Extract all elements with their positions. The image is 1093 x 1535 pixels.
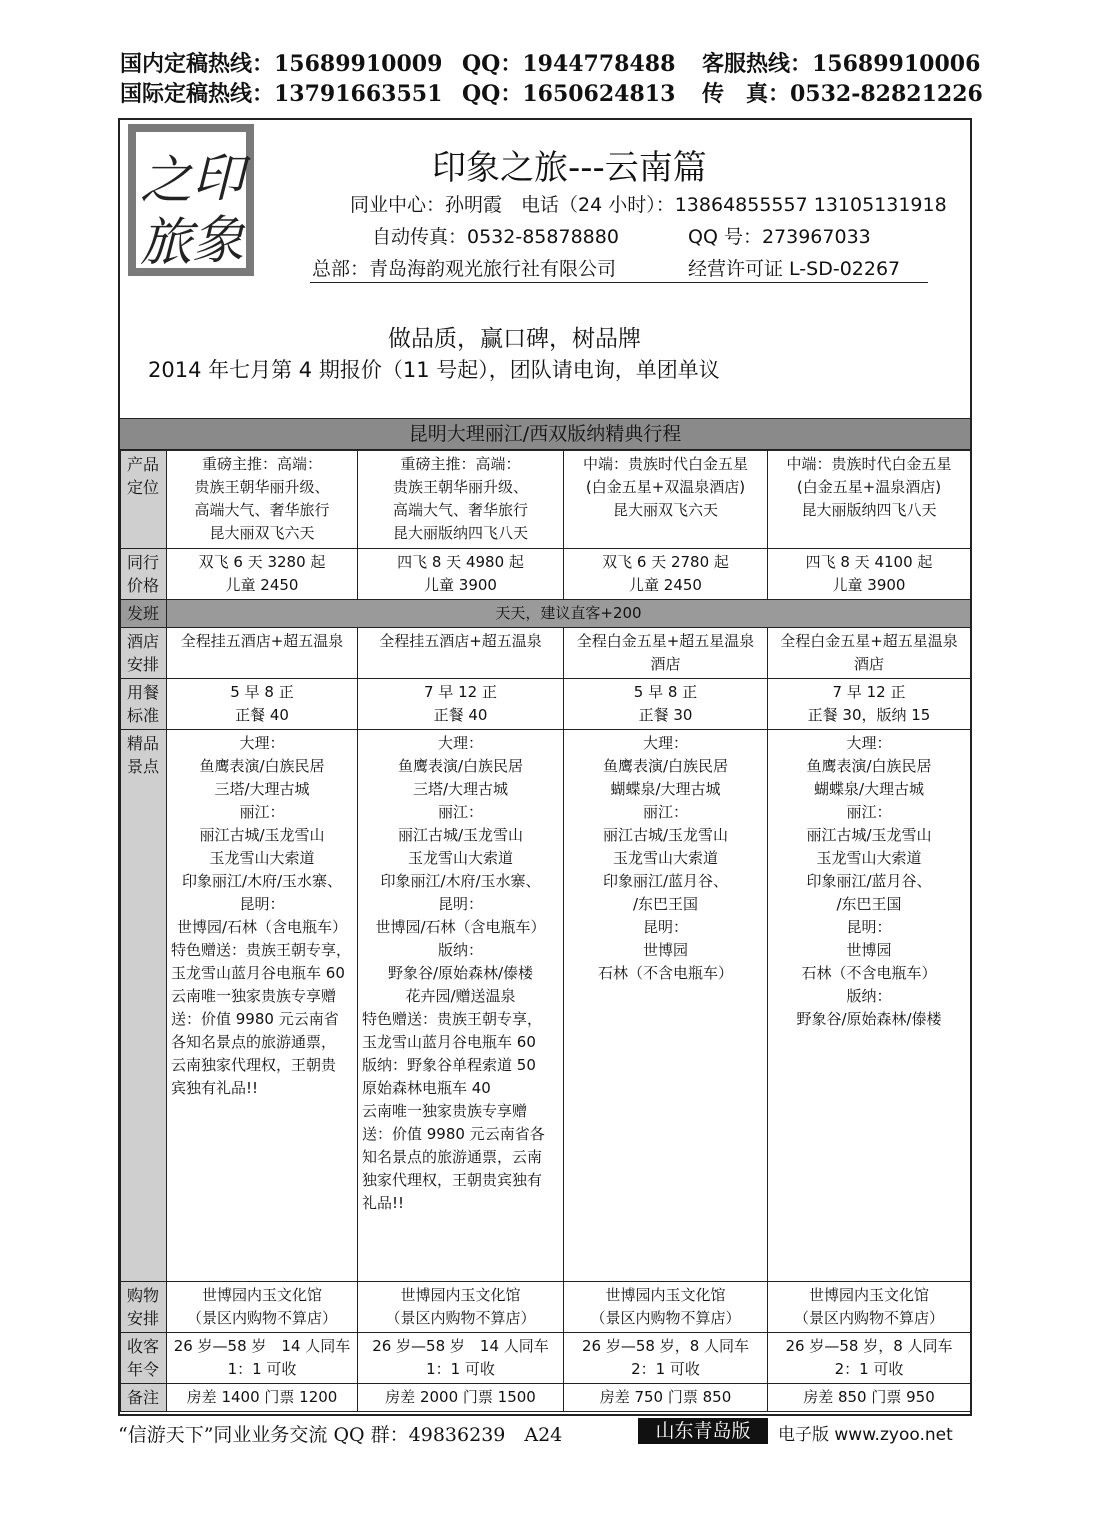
edition-badge: 山东青岛版 xyxy=(638,1418,768,1444)
cell-line: 26 岁—58 岁 14 人同车 xyxy=(173,1337,351,1355)
cell-line: 全程挂五酒店+超五温泉 xyxy=(180,632,344,650)
cell xyxy=(768,1333,971,1384)
label-meal: 用餐标准 xyxy=(121,679,167,730)
cell-line: 送：价值 9980 元云南省 xyxy=(171,1010,339,1028)
cell xyxy=(167,730,358,1282)
cell xyxy=(768,549,971,600)
cell-line: 儿童 2450 xyxy=(629,576,702,594)
cell-line: 26 岁—58 岁，8 人同车 xyxy=(785,1337,953,1355)
row-product xyxy=(121,451,971,549)
service-hotline: 客服热线：15689910006 xyxy=(702,51,981,77)
cell-line: 2：1 可收 xyxy=(631,1360,700,1378)
cell-line: 重磅主推：高端： xyxy=(400,455,521,473)
cell-line: 丽江： xyxy=(437,803,483,821)
headquarters: 总部：青岛海韵观光旅行社有限公司 xyxy=(312,258,617,280)
cell-line: 云南独家代理权，王朝贵 xyxy=(171,1056,337,1074)
cell xyxy=(167,1333,358,1384)
cell-line: 昆明： xyxy=(642,918,688,936)
cell-line: 野象谷/原始森林/傣楼 xyxy=(796,1010,942,1028)
label-sights: 精品景点 xyxy=(121,730,167,1282)
cell-line: 丽江古城/玉龙雪山 xyxy=(602,826,729,844)
row-notes xyxy=(121,1384,971,1412)
cell-line: 2：1 可收 xyxy=(834,1360,904,1378)
cell xyxy=(768,1282,971,1333)
cell xyxy=(358,1282,564,1333)
domestic-hotline: 国内定稿热线：15689910009 xyxy=(120,51,443,77)
label-hotel: 酒店安排 xyxy=(121,628,167,679)
cell-line: 重磅主推：高端： xyxy=(201,455,322,473)
cell-line: 双飞 6 天 2780 起 xyxy=(602,553,729,571)
label-age: 收客年令 xyxy=(121,1333,167,1384)
cell xyxy=(564,1333,768,1384)
cell-line: 7 早 12 正 xyxy=(832,683,906,701)
cell-line: (白金五星+温泉酒店) xyxy=(796,478,942,496)
cell-line: 玉龙雪山大索道 xyxy=(407,849,513,867)
cell-line: 正餐 40 xyxy=(433,706,488,724)
cell-line: 送：价值 9980 元云南省各 xyxy=(362,1125,545,1143)
cell-line: /东巴王国 xyxy=(836,895,902,913)
cell-line: 鱼鹰表演/白族民居 xyxy=(397,757,524,775)
label-depart: 发班 xyxy=(121,600,167,628)
cell-line: 特色赠送：贵族王朝专享， xyxy=(362,1010,543,1028)
cell-line: 昆大丽双飞六天 xyxy=(209,524,315,542)
cell-line: 独家代理权，王朝贵宾独有 xyxy=(362,1171,543,1189)
cell-line: 丽江： xyxy=(846,803,892,821)
cell-line: 正餐 30 xyxy=(638,706,693,724)
cell-line: 玉龙雪山大索道 xyxy=(209,849,315,867)
cell xyxy=(358,1384,564,1412)
cell-line: 丽江： xyxy=(239,803,285,821)
auto-fax: 自动传真：0532-85878880 xyxy=(372,226,619,248)
cell xyxy=(358,1333,564,1384)
qq-group-footer: “信游天下”同业业务交流 QQ 群：49836239 A24 xyxy=(118,1424,563,1446)
cell-line: 世博园/石林（含电瓶车） xyxy=(375,918,546,936)
cell-line: 7 早 12 正 xyxy=(424,683,497,701)
cell xyxy=(768,451,971,549)
cell xyxy=(167,679,358,730)
cell-line: 1：1 可收 xyxy=(426,1360,495,1378)
cell-line: 26 岁—58 岁，8 人同车 xyxy=(581,1337,750,1355)
cell-line: 四飞 8 天 4100 起 xyxy=(805,553,933,571)
cell-line: 蝴蝶泉/大理古城 xyxy=(813,780,925,798)
cell xyxy=(768,730,971,1282)
cell-line: 版纳： xyxy=(437,941,483,959)
cell-line: /东巴王国 xyxy=(632,895,699,913)
divider xyxy=(310,282,928,283)
row-hotel xyxy=(121,628,971,679)
cell-line: 昆明： xyxy=(437,895,483,913)
cell-line: 5 早 8 正 xyxy=(633,683,698,701)
row-sights xyxy=(121,730,971,1282)
cell-line: 中端：贵族时代白金五星 xyxy=(582,455,748,473)
slogan: 做品质，赢口碑，树品牌 xyxy=(388,326,641,352)
cell xyxy=(564,1282,768,1333)
cell-line: 大理： xyxy=(239,734,285,752)
cell xyxy=(768,628,971,679)
cell xyxy=(358,628,564,679)
cell-line: 云南唯一独家贵族专享赠 xyxy=(362,1102,528,1120)
cell-line: 版纳：野象谷单程索道 50 xyxy=(362,1056,536,1074)
row-meal xyxy=(121,679,971,730)
depart-value: 天天，建议直客+200 xyxy=(167,600,971,628)
cell-line: 礼品!! xyxy=(362,1194,405,1212)
cell-line: 26 岁—58 岁 14 人同车 xyxy=(372,1337,549,1355)
cell xyxy=(167,549,358,600)
cell-line: 印象丽江/木府/玉水寨、 xyxy=(181,872,343,890)
cell-line: 玉龙雪山蓝月谷电瓶车 60 xyxy=(362,1033,536,1051)
cell-line: 三塔/大理古城 xyxy=(412,780,509,798)
cell-line: 知名景点的旅游通票，云南 xyxy=(362,1148,543,1166)
cell-line: 世博园 xyxy=(642,941,688,959)
cell-line: 版纳： xyxy=(846,987,892,1005)
row-price xyxy=(121,549,971,600)
cell-line: 儿童 2450 xyxy=(225,576,299,594)
cell-line: 玉龙雪山大索道 xyxy=(816,849,922,867)
cell-line: 各知名景点的旅游通票， xyxy=(171,1033,337,1051)
fax: 传 真：0532-82821226 xyxy=(702,81,983,107)
cell-line: 儿童 3900 xyxy=(424,576,497,594)
label-shopping: 购物安排 xyxy=(121,1282,167,1333)
label-price: 同行价格 xyxy=(121,549,167,600)
cell-line: 丽江： xyxy=(642,803,688,821)
cell-line: 房差 2000 门票 1500 xyxy=(385,1388,536,1406)
cell-line: 大理： xyxy=(642,734,688,752)
cell xyxy=(768,679,971,730)
label-notes: 备注 xyxy=(121,1384,167,1412)
price-period: 2014 年七月第 4 期报价（11 号起），团队请电询，单团单议 xyxy=(148,358,720,382)
qq-number: QQ 号：273967033 xyxy=(688,226,871,248)
itinerary-table xyxy=(120,450,971,1412)
cell-line: 酒店 xyxy=(853,655,884,673)
cell xyxy=(564,451,768,549)
cell-line: 酒店 xyxy=(650,655,681,673)
cell-line: 四飞 8 天 4980 起 xyxy=(397,553,524,571)
cell-line: 昆大丽版纳四飞八天 xyxy=(801,501,937,519)
cell-line: 昆大丽版纳四飞八天 xyxy=(392,524,528,542)
cell-line: 丽江古城/玉龙雪山 xyxy=(199,826,325,844)
cell-line: （景区内购物不算店） xyxy=(186,1309,337,1327)
cell-line: 世博园内玉文化馆 xyxy=(605,1286,726,1304)
cell-line: 石林（不含电瓶车） xyxy=(597,964,733,982)
cell-line: 鱼鹰表演/白族民居 xyxy=(199,757,325,775)
cell-line: 野象谷/原始森林/傣楼 xyxy=(387,964,534,982)
cell-line: 石林（不含电瓶车） xyxy=(801,964,937,982)
cell-line: 贵族王朝华丽升级、 xyxy=(392,478,528,496)
cell-line: 正餐 40 xyxy=(235,706,289,724)
cell-line: 世博园内玉文化馆 xyxy=(400,1286,521,1304)
section-title: 昆明大理丽江/西双版纳精典行程 xyxy=(120,418,970,450)
cell xyxy=(564,1384,768,1412)
cell-line: 原始森林电瓶车 40 xyxy=(362,1079,491,1097)
cell xyxy=(564,628,768,679)
cell-line: 儿童 3900 xyxy=(832,576,906,594)
logo-char: 象 xyxy=(192,211,245,271)
cell-line: 印象丽江/蓝月谷、 xyxy=(602,872,729,890)
cell-line: 三塔/大理古城 xyxy=(214,780,310,798)
cell xyxy=(564,730,768,1282)
cell-line: 世博园 xyxy=(846,941,892,959)
cell-line: 玉龙雪山蓝月谷电瓶车 60 xyxy=(171,964,345,982)
cell-line: 5 早 8 正 xyxy=(230,683,294,701)
cell-line: （景区内购物不算店） xyxy=(385,1309,536,1327)
cell-line: 贵族王朝华丽升级、 xyxy=(194,478,330,496)
row-depart xyxy=(121,600,971,628)
row-age xyxy=(121,1333,971,1384)
qq-2: QQ：1650624813 xyxy=(462,81,676,107)
cell xyxy=(167,451,358,549)
cell-line: 房差 850 门票 950 xyxy=(803,1388,935,1406)
cell xyxy=(358,549,564,600)
cell-line: 印象丽江/蓝月谷、 xyxy=(806,872,932,890)
cell-line: 昆大丽双飞六天 xyxy=(612,501,718,519)
page-title: 印象之旅---云南篇 xyxy=(432,148,707,188)
cell-line: 中端：贵族时代白金五星 xyxy=(786,455,952,473)
cell xyxy=(358,451,564,549)
cell-line: 正餐 30，版纳 15 xyxy=(807,706,931,724)
qq-1: QQ：1944778488 xyxy=(462,51,676,77)
cell-line: 全程挂五酒店+超五温泉 xyxy=(379,632,542,650)
cell-line: 宾独有礼品!! xyxy=(171,1079,259,1097)
cell-line: 丽江古城/玉龙雪山 xyxy=(806,826,932,844)
cell xyxy=(768,1384,971,1412)
cell xyxy=(167,1282,358,1333)
cell-line: 高端大气、奢华旅行 xyxy=(194,501,330,519)
logo-char: 之 xyxy=(140,151,193,211)
cell-line: 全程白金五星+超五星温泉 xyxy=(780,632,958,650)
cell-line: 大理： xyxy=(437,734,483,752)
website[interactable]: 电子版 www.zyoo.net xyxy=(778,1425,953,1445)
cell xyxy=(358,730,564,1282)
cell-line: 云南唯一独家贵族专享赠 xyxy=(171,987,337,1005)
cell-line: 昆明： xyxy=(846,918,892,936)
cell-line: (白金五星+双温泉酒店) xyxy=(585,478,746,496)
cell-line: 丽江古城/玉龙雪山 xyxy=(397,826,524,844)
cell xyxy=(167,628,358,679)
cell-line: 鱼鹰表演/白族民居 xyxy=(806,757,932,775)
logo-char: 印 xyxy=(192,149,245,209)
logo-char: 旅 xyxy=(140,213,193,273)
cell xyxy=(564,679,768,730)
cell xyxy=(358,679,564,730)
cell-line: （景区内购物不算店） xyxy=(590,1309,741,1327)
row-shopping xyxy=(121,1282,971,1333)
label-product: 产品定位 xyxy=(121,451,167,549)
cell-line: 蝴蝶泉/大理古城 xyxy=(610,780,721,798)
cell-line: 世博园/石林（含电瓶车） xyxy=(176,918,348,936)
cell-line: 全程白金五星+超五星温泉 xyxy=(576,632,755,650)
cell-line: 特色赠送：贵族王朝专享， xyxy=(171,941,352,959)
cell-line: 高端大气、奢华旅行 xyxy=(392,501,528,519)
cell-line: 1：1 可收 xyxy=(227,1360,297,1378)
license: 经营许可证 L-SD-02267 xyxy=(688,258,901,280)
cell-line: （景区内购物不算店） xyxy=(793,1309,944,1327)
contact-line: 同业中心：孙明霞 电话（24 小时）：13864855557 13105131918 xyxy=(350,194,947,216)
cell xyxy=(167,1384,358,1412)
cell-line: 印象丽江/木府/玉水寨、 xyxy=(380,872,541,890)
cell-line: 世博园内玉文化馆 xyxy=(201,1286,322,1304)
cell-line: 玉龙雪山大索道 xyxy=(612,849,718,867)
cell-line: 世博园内玉文化馆 xyxy=(808,1286,929,1304)
cell-line: 昆明： xyxy=(239,895,285,913)
cell xyxy=(564,549,768,600)
cell-line: 双飞 6 天 3280 起 xyxy=(198,553,326,571)
cell-line: 房差 1400 门票 1200 xyxy=(186,1388,338,1406)
brand-logo xyxy=(128,124,254,276)
cell-line: 大理： xyxy=(846,734,892,752)
cell-line: 鱼鹰表演/白族民居 xyxy=(602,757,729,775)
cell-line: 花卉园/赠送温泉 xyxy=(405,987,516,1005)
cell-line: 房差 750 门票 850 xyxy=(599,1388,732,1406)
intl-hotline: 国际定稿热线：13791663551 xyxy=(120,81,443,107)
